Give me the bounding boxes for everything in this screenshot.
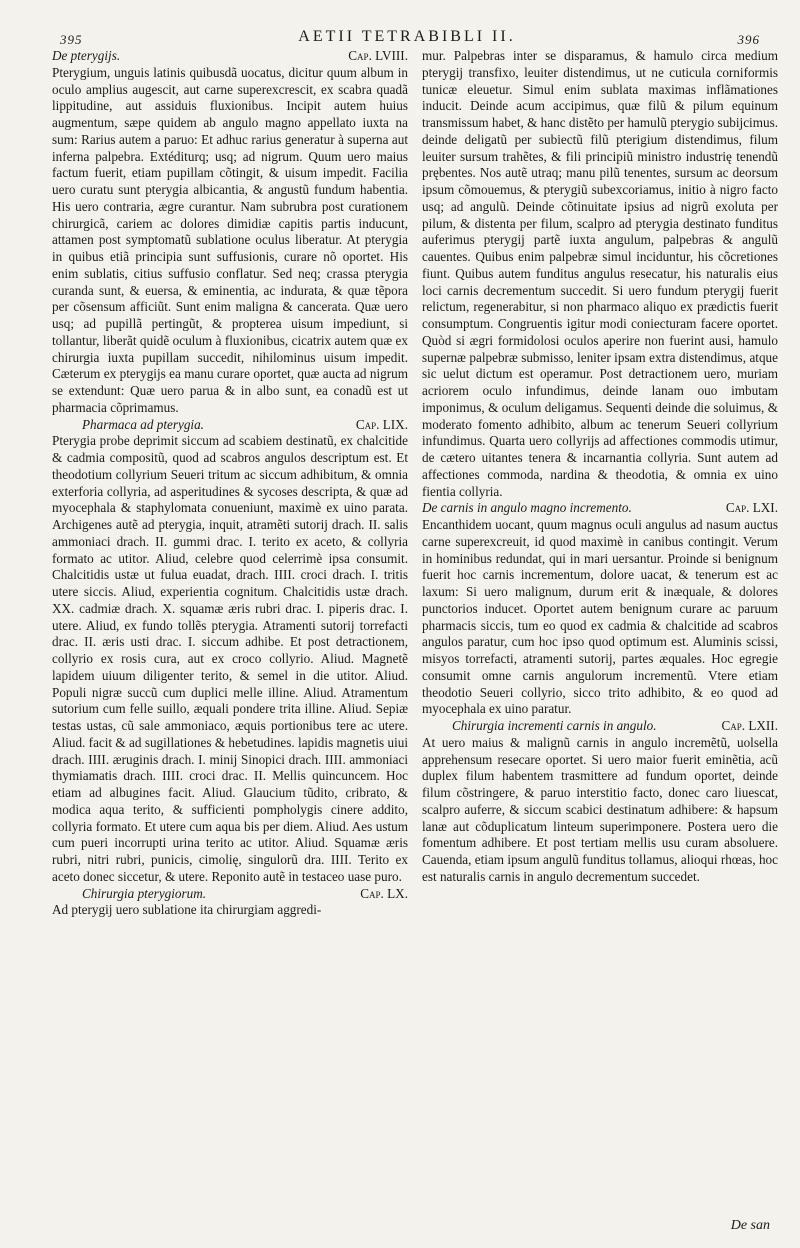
chapter-title: Pharmaca ad pterygia. xyxy=(82,416,204,432)
chapter-title: Chirurgia incrementi carnis in angulo. xyxy=(452,718,657,733)
chapter-title: De pterygijs. xyxy=(52,48,121,63)
chapter-heading xyxy=(422,718,778,735)
right-column xyxy=(422,48,778,919)
chapter-title: Chirurgia pterygiorum. xyxy=(82,885,207,901)
running-title: AETII TETRABIBLI II. xyxy=(298,28,516,45)
chapter-text: Pterygium, unguis latinis quibusdã uocatus, dicitur quum album in oculo amplius augescit, aut carne superexcrescit, ex scabra quadã lippitudine, aut assiduis fluxionibus. Incipit autem huius augmentum, sæpe quidem ab angulo magno appellato iuxta na sum: Rarius autem a paruo: Et adhuc rarius generatur à superna aut inferna palpebra. Extéditurq; usq; ad nigrum. Quum uero maius factum fuerit, etiam pupillam cõtingit, & uisum impedit. Facilia uero curatu sunt pterygia albicantia, & angustũ fundum habentia. His uero contraria, ægre curantur. Nam subrubra post curationem chirurgicã, cariem ac dolores dimidiæ capitis partis inducunt, attamen post symptomatũ sublatione oculus liberatur. At pterygia in quibus etiã principia sunt suffusionis, curare nõ oportet. His enim sublatis, citius suffusio conflatur. Sed neq; crassa pterygia curanda sunt, & euersa, & eminentia, ac indurata, & quæ tẽpora per cõsensum afficiũt. Sunt enim maligna & cancerata. Quæ uero usq; ad pupillã pertingũt, & propterea uisum impediunt, si tollantur, liberãt quidẽ oculum à fluxionibus, cicatrix autem quæ ex chirurgia iuxta pupillam succedit, nihilominus uisum impedit. Cæterum ex pterygijs ea manu curare oportet, quæ aucta ad nigrum se extendunt: Quæ uero parua & in albo sunt, ea conadũ est ut pharmacia cõprimamus. xyxy=(52,64,408,415)
catchword: De san xyxy=(730,1218,770,1233)
page-number-right: 396 xyxy=(737,32,760,47)
page-number-left: 395 xyxy=(60,32,83,47)
chapter-text: At uero maius & malignũ carnis in angulo incremẽtũ, uolsella apprehensum resecare oportet. Si uero maior fuerit eminẽtia, acũ duplex filum habentem trasmittere ad fundum oportet, deinde filum cõstringere, & paruo interstitio facto, donec caro liuescat, scalpro auferre, & siccum scabici destinatum adhibere: & hapsum lanæ aut cõduplicatum linteum superimponere. Postera uero die fomentum adhibere. Et post tertiam mellis usu curam absoluere. Cauenda, etiam ipsum angulũ funditus tollamus, alioqui rhœas, hoc est naturalis carnis in angulo decrementum succedet. xyxy=(422,734,778,884)
chapter-heading xyxy=(422,500,778,517)
chapter-heading xyxy=(52,417,408,434)
chapter-number: Cap. LXII. xyxy=(721,718,778,733)
chapter-text: Ad pterygij uero sublatione ita chirurgiam aggredi- xyxy=(52,902,322,918)
text-columns xyxy=(52,48,784,919)
chapter-text: Encanthidem uocant, quum magnus oculi angulus ad nasum auctus carne superexcreuit, id quod maximè in canibus contingit. Verum in hominibus redundat, qui in mari uersantur. Proinde si benignum fuerit hoc carnis incrementum, dolore uacat, & tenerum est ac laxum: Si uero malignum, durum erit & inæquale, & dolores punctorios inducet. Oportet autem benignum curare ac paruum pharmacis siccis, tum eo quod ex cadmia & chalcitide ad scabros angulos paratur, cum hoc ipso quod optimum est. Aluminis scissi, misyos torrefacti, atramenti sutorij, partes æquales. Hoc egregie consumit omne carnis angulorum incrementũ. Vtere etiam theodotio Seueri collyrio, sicco trito adhibito, & eo quod ad myocephala ex uino paratur. xyxy=(422,517,778,717)
chapter-text: mur. Palpebras inter se disparamus, & hamulo circa medium pterygij transfixo, leuiter distendimus, ut ne cuticula corniformis tunicæ eleuetur. Simul enim sublata maximas inflãmationes inducit. Deinde acum accipimus, quæ filũ & pilum equinum transmissum habet, & hanc distẽto per hamulũ pterygio subijcimus. deinde deligatũ per subiectũ filũ pterigium distendimus, filum leuiter sursum trahẽtes, & fili principiũ ministro industrię tenendũ prębentes. Nos autẽ utraq; manu pilũ tenentes, sursum ac deorsum ipsum cõmouemus, & pterygiũ subexcoriamus, initio à nigro facto usq; ad angulũ. Deinde cõtinuitate ipsius ad nigrũ exoluta per pilum, & distenta per filum, scalpro ad pterygia destinato funditus auferimus pterygij partẽ iuxta angulum, palpebras & angulũ cauentes. Quibus enim palpebræ simul inciduntur, his cõcretiones fiunt. Quibus autem funditus angulus resecatur, his naturalis eius loci carnis decrementum succedit. Si uero fundum pterygij fuerit relictum, regenerabitur, si non pharmaco aliquo ex prædictis fuerit consumptum. Congruentis igitur modi coniecturam facere oportet. Quòd si ægri formidolosi oculos aperire non fuerint ausi, hamulo supernæ palpebræ submisso, leniter ipsam extra distendimus, atque sic uelut dictum est operamur. Post detractionem uero, muriam acriorem oculo infundimus, deinde lanam ouo imbutam imponimus, & oculum deligamus. Sequenti deinde die soluimus, & moderato fomento adhibito, album ac tenerum Seueri collyrium infundimus. Quarta uero collyrijs ad affectiones commodis utimur, de cætero uitantes tenera & incarnantia collyria. Sunt autem ad affectiones commoda, nardina & theodotia, & omnia ex uino fientia collyria. xyxy=(422,48,779,499)
chapter-text: Pterygia probe deprimit siccum ad scabiem destinatũ, ex chalcitide & cadmia compositũ, quod ad scabros angulos descriptum est. Et theodotium collyrium Seueri tritum ac siccum adhibitum, & omnia exterforia collyria, ad asperitudines & sycoses descripta, & quæ ad myocephala & staphylomata conueniunt, maximè ex uino parata. Archigenes autẽ ad pterygia, inquit, atramẽti sutorij drach. II. salis ammoniaci drach. II. gummi drac. I. terito ex aceto, & collyria formato ac utitor. Aliud, celebre quod celerrimè ipsa consumit. Chalcitidis ustæ ut fulua euadat, drach. IIII. croci drach. I. tritis utere siccis. Aliud, experientia cognitum. Chalcitidis ustæ drach. XX. cadmiæ drach. X. squamæ æris rubri drac. I. piperis drac. I. utere. Aliud, ex fundo tollẽs pterygia. Atramenti sutorij torrefacti drac. II. æris usti drac. I. siccum adhibe. Et post detractionem, collyrio ex rosis cura, aut ex croco collyrio. Aliud. Magnetẽ lapidem uiuum diligenter terito, & semel in die utitor. Aliud. Populi nigræ succũ cum duplici melle illine. Aliud. Atramentum sutorium cum felle suillo, æquali pondere trita illine. Aliud. Sepiæ testas ustas, cũ sale ammoniaco, æquis portionibus tere ac utere. Aliud. facit & ad sugillationes & hebetudines. lapidis magnetis uiui drach. IIII. æruginis drach. I. minij Sinopici drach. IIII. ammoniaci thymiamatis drach. IIII. croci drac. II. Mellis quincuncem. Hoc etiam ad albugines facit. Aliud. Glaucium tũdito, cribrato, & modica aqua terito, & sufficienti pompholygis cinere addito, collyria formato. Et utere cum aqua bis per diem. Aliud. Aes ustum cum pueri incorrupti urina terito ac utitor. Aliud. Squamæ æris rubri, nitri rubri, punicis, cimolię, singulorũ dra. IIII. Terito ex aceto donec siccetur, & utere. Reponito autẽ in testaceo uase puro. xyxy=(52,433,408,884)
chapter-heading xyxy=(52,886,408,903)
chapter-number: Cap. LXI. xyxy=(725,500,778,516)
chapter-number: Cap. LX. xyxy=(360,885,408,901)
chapter-title: De carnis in angulo magno incremento. xyxy=(422,500,632,516)
chapter-number: Cap. LVIII. xyxy=(348,48,408,63)
left-column xyxy=(52,48,408,919)
chapter-number: Cap. LIX. xyxy=(355,416,408,432)
chapter-heading xyxy=(52,48,408,65)
